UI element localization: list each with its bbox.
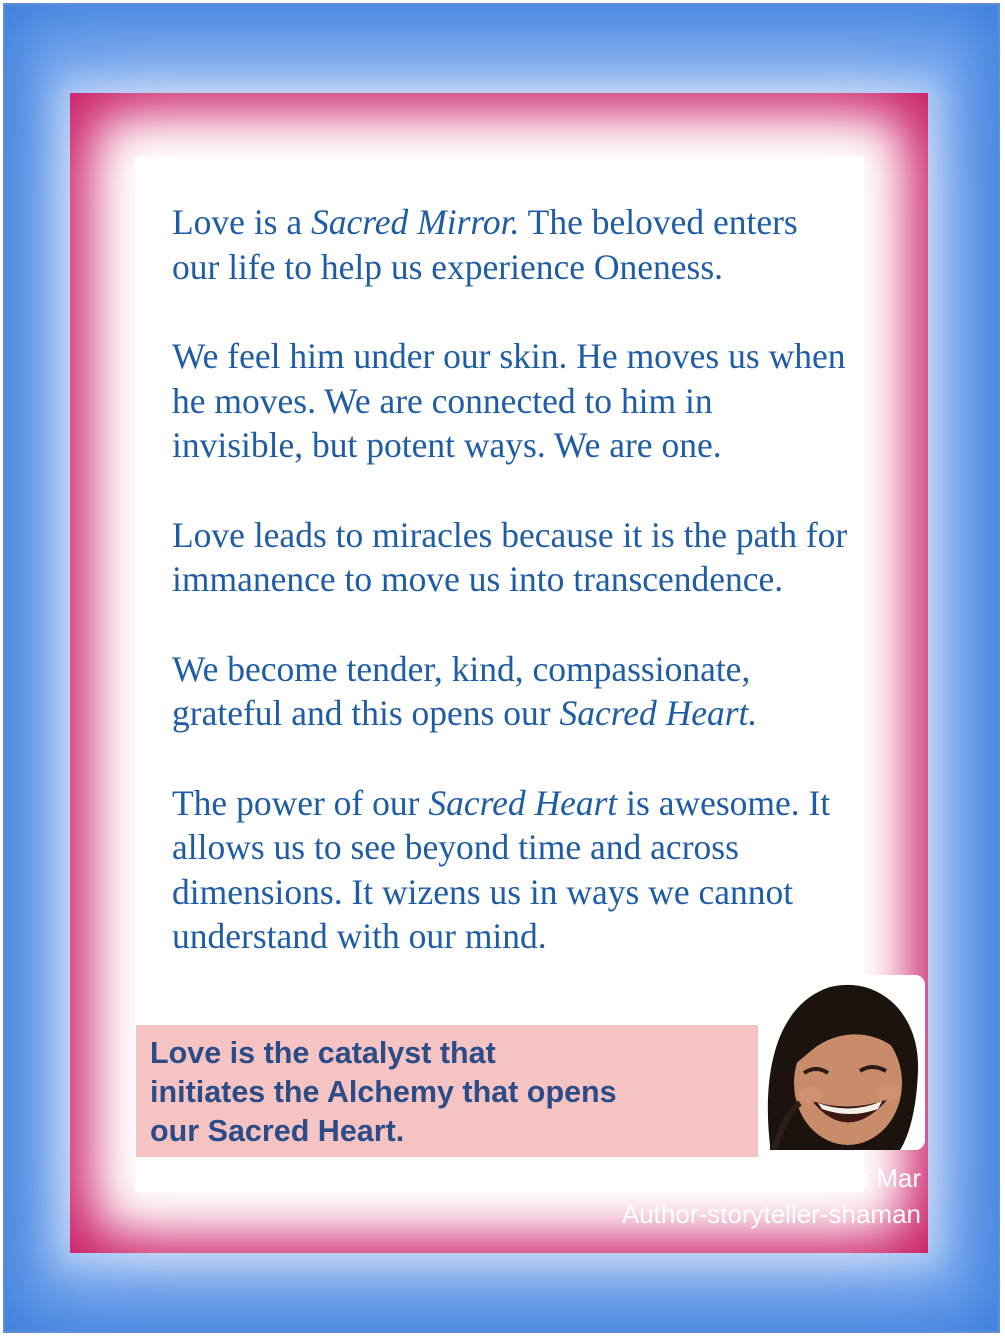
- quote-text-block: [172, 200, 852, 959]
- author-caption: [521, 1160, 921, 1232]
- author-photo: [760, 975, 925, 1150]
- paragraph-text: Love is a: [172, 202, 312, 242]
- highlight-line-2: initiates the Alchemy that opens: [150, 1075, 617, 1109]
- author-title: Author-storyteller-shaman: [621, 1199, 921, 1229]
- paragraph-text: is awesome. It allows us to see beyond time and across dimensions. It wizens us in ways we cannot understand with our mind.: [172, 782, 831, 956]
- paragraph-text: We become tender, kind, compassionate, grateful and this opens our: [172, 648, 751, 733]
- quote-paragraph: [172, 200, 852, 289]
- quote-paragraph: [172, 513, 852, 602]
- highlight-line-1: Love is the catalyst that: [150, 1036, 496, 1070]
- highlight-line-3: our Sacred Heart.: [150, 1114, 405, 1148]
- author-name: Maria Mar: [803, 1163, 921, 1193]
- quote-paragraph: [172, 781, 852, 959]
- highlight-quote: [150, 1034, 750, 1151]
- quote-paragraph: [172, 647, 852, 736]
- emphasis-text: Sacred Mirror.: [311, 202, 520, 242]
- author-portrait-image: [760, 975, 925, 1150]
- emphasis-text: Sacred Heart.: [559, 693, 758, 733]
- paragraph-text: Love leads to miracles because it is the path for immanence to move us into transcendence.: [172, 514, 848, 599]
- paragraph-text: The beloved enters our life to help us experience Oneness.: [172, 202, 798, 287]
- paragraph-text: We feel him under our skin. He moves us when he moves. We are connected to him in invisible, but potent ways. We are one.: [172, 336, 846, 465]
- paragraph-text: The power of our: [172, 782, 429, 823]
- quote-paragraph: [172, 334, 852, 468]
- emphasis-text: Sacred Heart: [428, 782, 618, 823]
